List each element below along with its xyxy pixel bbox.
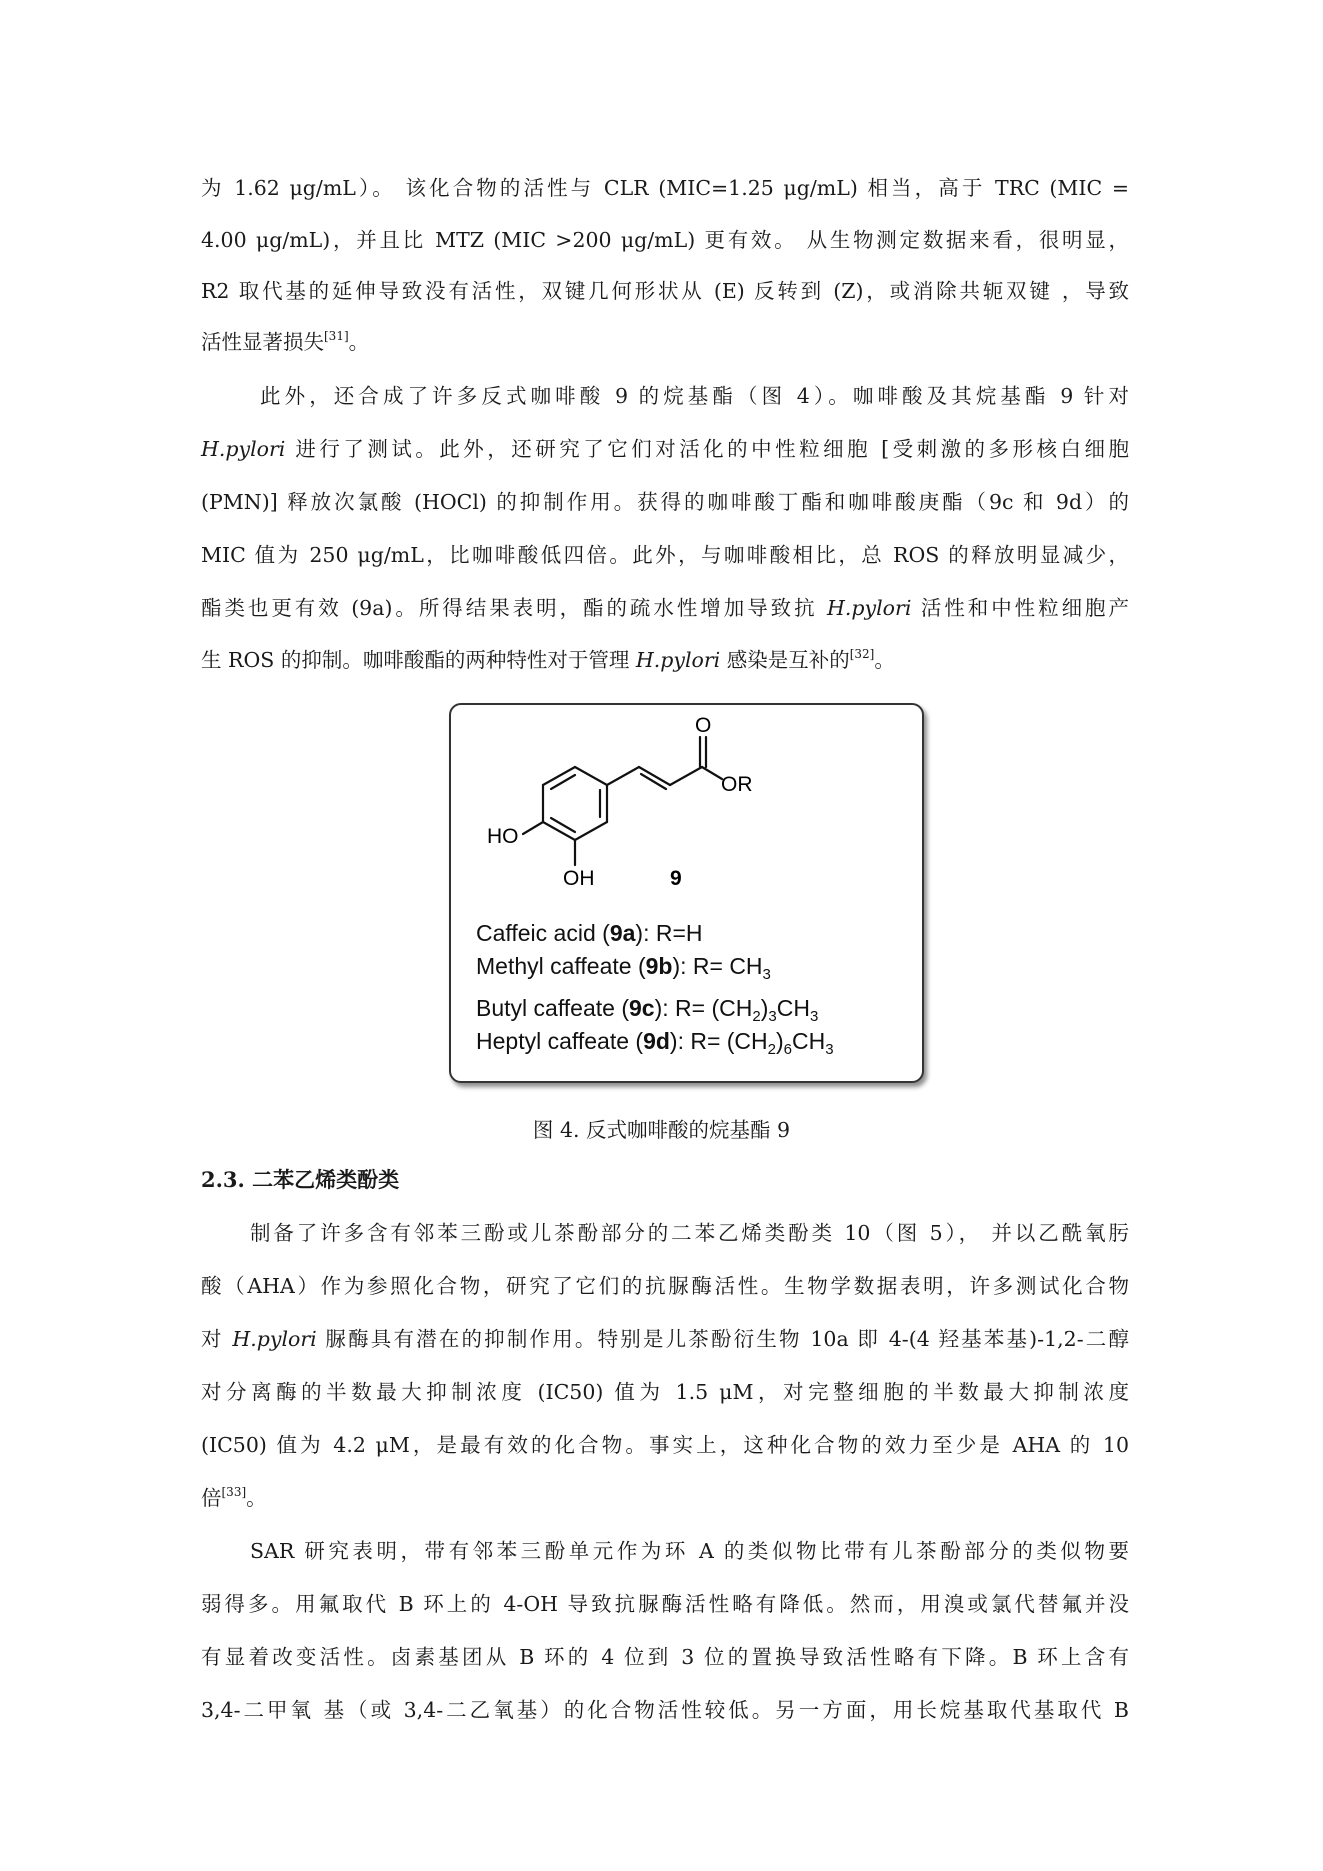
ester-or-label: OR <box>721 773 753 796</box>
oh-label: OH <box>563 867 595 890</box>
paragraph-line: MIC 值为 250 μg/mL，比咖啡酸低四倍。此外，与咖啡酸相比，总 ROS 的释放明显减少， <box>201 543 1129 567</box>
citation-ref: [32] <box>849 647 875 661</box>
ester-9a: Caffeic acid (9a): R=H <box>476 920 703 946</box>
paragraph-line: 对分离酶的半数最大抑制浓度 (IC50) 值为 1.5 μM，对完整细胞的半数最大抑制浓度 <box>201 1380 1129 1404</box>
paragraph-line: SAR 研究表明，带有邻苯三酚单元作为环 A 的类似物比带有儿茶酚部分的类似物要 <box>250 1539 1129 1563</box>
ho-label: HO <box>487 825 519 848</box>
paragraph-line: 4.00 μg/mL)，并且比 MTZ (MIC >200 μg/mL) 更有效。 从生物测定数据来看，很明显， <box>201 228 1129 252</box>
paragraph-line: 倍[33]。 <box>201 1485 267 1510</box>
paragraph-line: H.pylori 进行了测试。此外，还研究了它们对活化的中性粒细胞 [受刺激的多形核白细胞 <box>201 437 1129 461</box>
caffeate-structure <box>451 705 921 1080</box>
paragraph-line: 对 H.pylori 脲酶具有潜在的抑制作用。特别是儿茶酚衍生物 10a 即 4-(4 羟基苯基)-1,2-二醇 <box>201 1327 1129 1351</box>
figure-scheme <box>449 703 924 1083</box>
section-heading: 2.3. 二苯乙烯类酚类 <box>201 1167 400 1192</box>
paragraph-line: 3,4-二甲氧 基（或 3,4-二乙氧基）的化合物活性较低。另一方面，用长烷基取代基取代 B <box>201 1698 1129 1722</box>
paragraph-line: 有显着改变活性。卤素基团从 B 环的 4 位到 3 位的置换导致活性略有下降。B 环上含有 <box>201 1645 1129 1669</box>
paragraph-line: (PMN)] 释放次氯酸 (HOCl) 的抑制作用。获得的咖啡酸丁酯和咖啡酸庚酯（9c 和 9d）的 <box>201 490 1129 514</box>
paragraph-line: 生 ROS 的抑制。咖啡酸酯的两种特性对于管理 H.pylori 感染是互补的[32]。 <box>201 647 895 672</box>
citation-ref: [33] <box>221 1485 247 1499</box>
carbonyl-o-label: O <box>695 714 712 737</box>
paragraph-line: 为 1.62 μg/mL）。 该化合物的活性与 CLR (MIC=1.25 μg/mL) 相当，高于 TRC (MIC = <box>201 176 1129 200</box>
paragraph-line: 制备了许多含有邻苯三酚或儿茶酚部分的二苯乙烯类酚类 10（图 5）， 并以乙酰氧肟 <box>250 1221 1129 1245</box>
paragraph-line: 活性显著损失[31]。 <box>201 329 370 354</box>
figure-caption: 图 4. 反式咖啡酸的烷基酯 9 <box>532 1118 791 1142</box>
ester-9c: Butyl caffeate (9c): $R= (CH_2)_3CH_3$ <box>476 995 819 1025</box>
citation-ref: [31] <box>324 329 349 343</box>
paragraph-line: R2 取代基的延伸导致没有活性，双键几何形状从 (E) 反转到 (Z)，或消除共轭双键 ，导致 <box>201 279 1129 303</box>
paragraph-line: 酸（AHA）作为参照化合物，研究了它们的抗脲酶活性。生物学数据表明，许多测试化合物 <box>201 1274 1129 1298</box>
paragraph-line: 弱得多。用氟取代 B 环上的 4-OH 导致抗脲酶活性略有降低。然而，用溴或氯代替氟并没 <box>201 1592 1129 1616</box>
compound-number: 9 <box>670 867 682 890</box>
paragraph-line: 此外，还合成了许多反式咖啡酸 9 的烷基酯（图 4）。咖啡酸及其烷基酯 9 针对 <box>260 384 1129 408</box>
paragraph-line: 酯类也更有效 (9a)。所得结果表明，酯的疏水性增加导致抗 H.pylori 活性和中性粒细胞产 <box>201 596 1129 620</box>
ester-9b: Methyl caffeate (9b): $R= CH_3$ <box>476 953 771 983</box>
paragraph-line: (IC50) 值为 4.2 μM，是最有效的化合物。事实上，这种化合物的效力至少是 AHA 的 10 <box>201 1433 1129 1457</box>
ester-9d: Heptyl caffeate (9d): $R= (CH_2)_6CH_3$ <box>476 1028 834 1058</box>
